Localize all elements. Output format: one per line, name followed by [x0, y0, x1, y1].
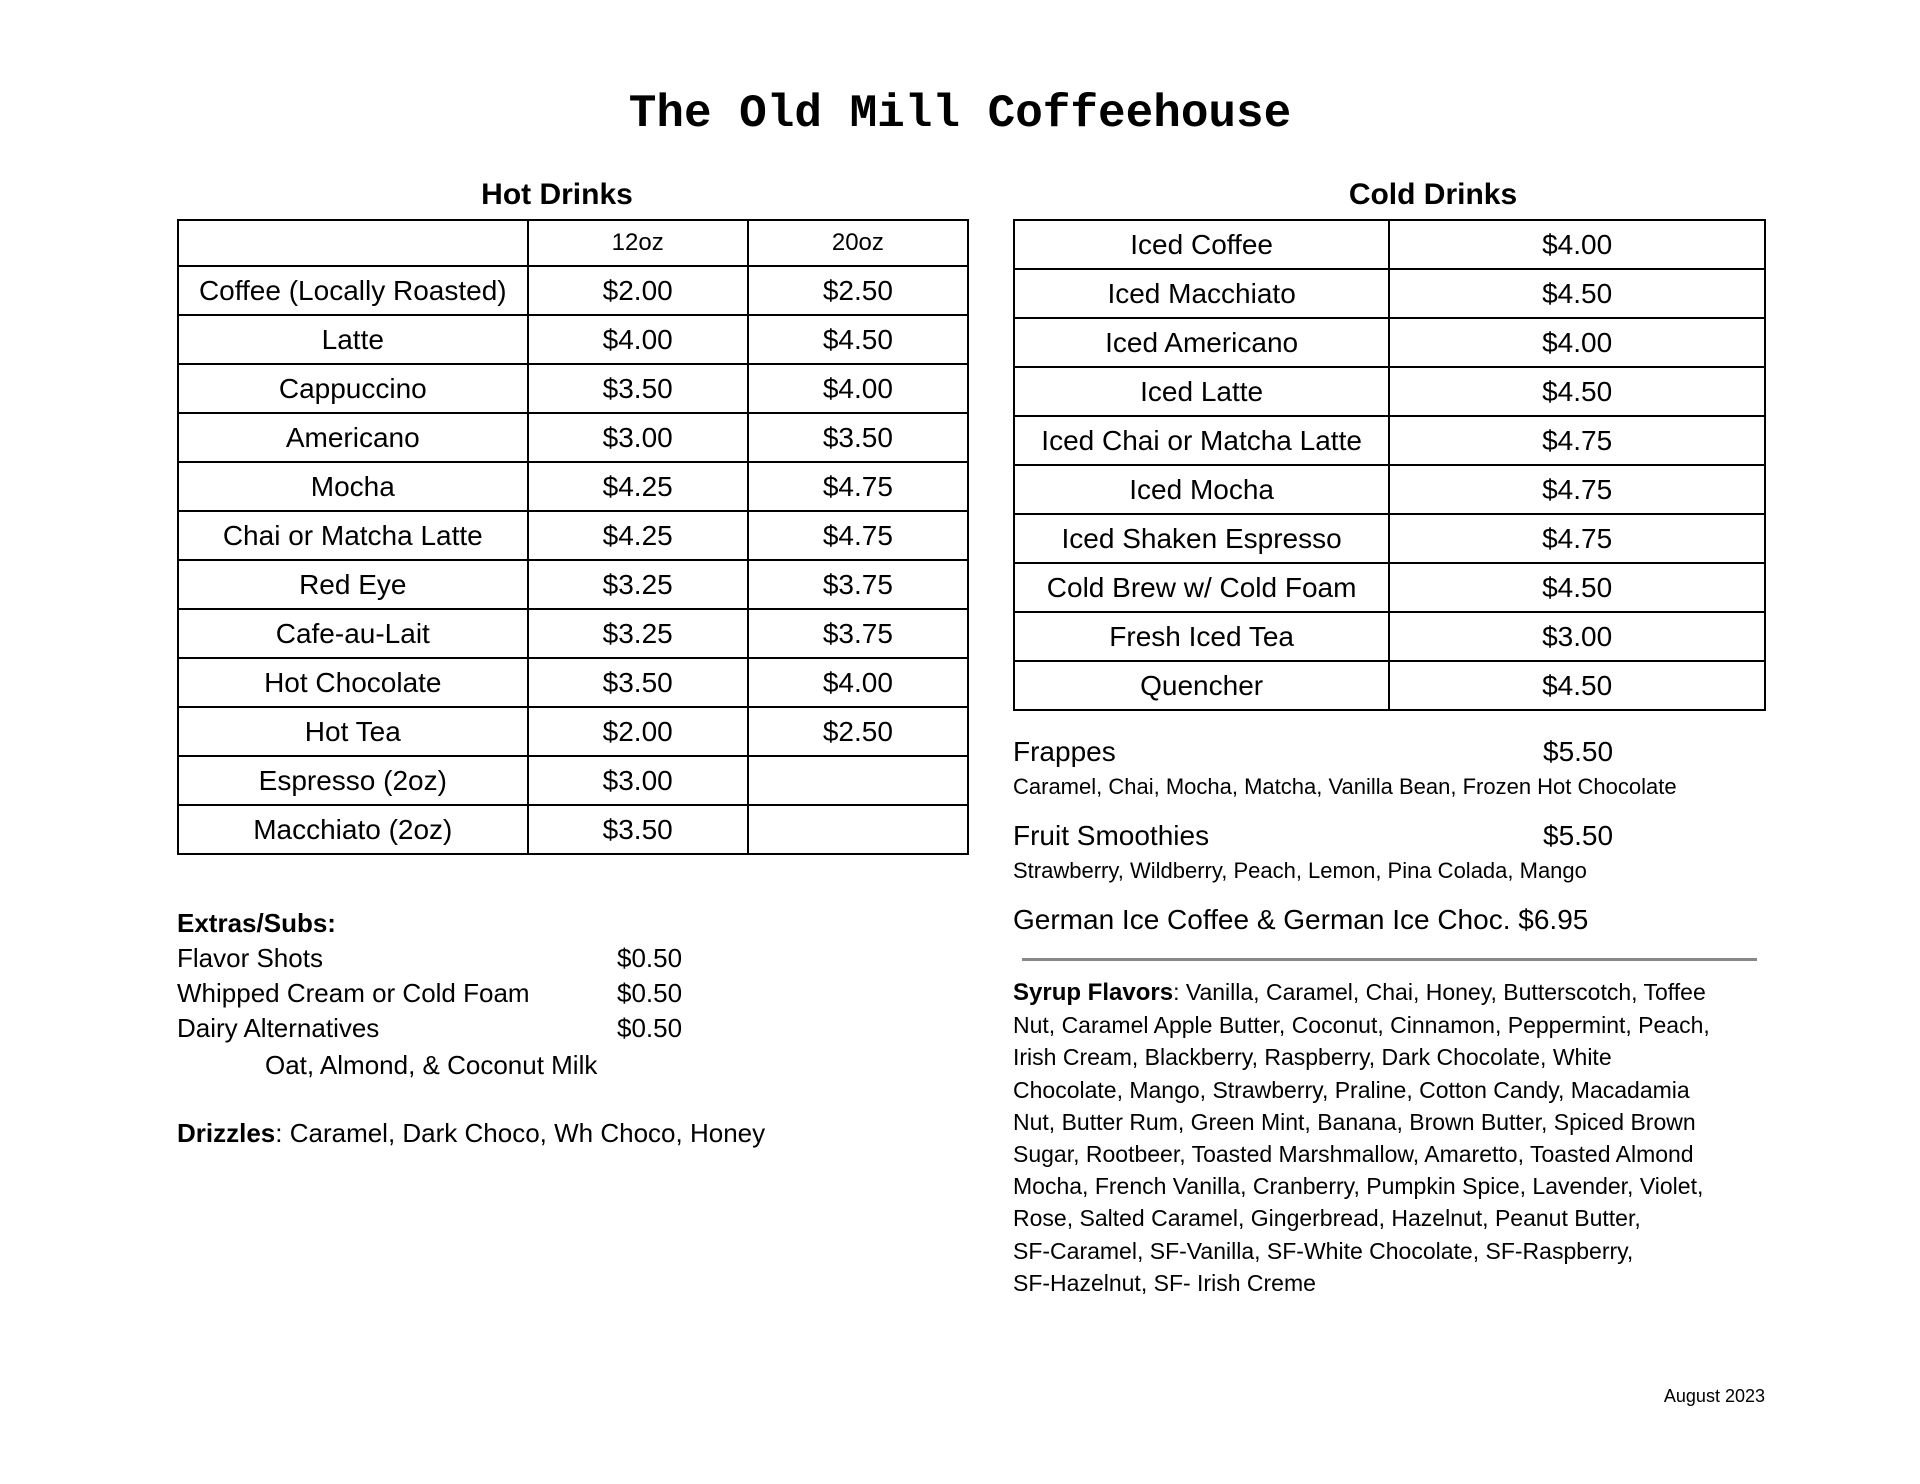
drink-name: Iced Americano [1014, 318, 1389, 367]
drink-price: $4.75 [748, 511, 968, 560]
size-header [178, 220, 528, 266]
smoothies-name: Fruit Smoothies [1013, 820, 1210, 851]
drink-name: Latte [178, 315, 528, 364]
syrup-line: SF-Caramel, SF-Vanilla, SF-White Chocolate, SF-Raspberry, [1013, 1237, 1634, 1264]
table-row [178, 266, 968, 315]
drink-price: $3.00 [528, 756, 748, 805]
table-row [1014, 220, 1765, 269]
syrup-line: Mocha, French Vanilla, Cranberry, Pumpkin Spice, Lavender, Violet, [1013, 1173, 1704, 1200]
frappes-name: Frappes [1013, 736, 1116, 767]
drizzles-label: Drizzles [177, 1118, 276, 1148]
extra-name: Dairy Alternatives [177, 1013, 380, 1043]
drizzles-text: : Caramel, Dark Choco, Wh Choco, Honey [275, 1118, 766, 1148]
hot-header-row [178, 220, 968, 266]
syrup-line: Rose, Salted Caramel, Gingerbread, Hazelnut, Peanut Butter, [1013, 1205, 1641, 1232]
syrup-line: SF-Hazelnut, SF- Irish Creme [1013, 1269, 1316, 1296]
extra-price: $0.50 [617, 978, 683, 1008]
extra-name: Flavor Shots [177, 943, 323, 973]
drink-price: $4.00 [748, 364, 968, 413]
drink-name: Iced Macchiato [1014, 269, 1389, 318]
table-row [178, 315, 968, 364]
drink-name: Macchiato (2oz) [178, 805, 528, 854]
drink-name: Mocha [178, 462, 528, 511]
drink-name: Red Eye [178, 560, 528, 609]
drink-price: $4.00 [528, 315, 748, 364]
drink-price: $3.50 [528, 805, 748, 854]
table-row [178, 756, 968, 805]
drink-price: $4.75 [748, 462, 968, 511]
drink-price: $4.25 [528, 511, 748, 560]
frappes-block [1013, 736, 1677, 800]
drink-price: $4.75 [1389, 416, 1765, 465]
syrup-line: Irish Cream, Blackberry, Raspberry, Dark Chocolate, White [1013, 1044, 1612, 1071]
frappes-price: $5.50 [1543, 736, 1614, 767]
table-row [1014, 465, 1765, 514]
drink-price: $3.00 [1389, 612, 1765, 661]
extra-item [177, 976, 957, 1011]
drink-price: $3.50 [528, 364, 748, 413]
table-row [1014, 318, 1765, 367]
table-row [178, 805, 968, 854]
table-row [178, 462, 968, 511]
extras-section [177, 906, 957, 1084]
table-row [178, 707, 968, 756]
syrup-line: Nut, Butter Rum, Green Mint, Banana, Brown Butter, Spiced Brown [1013, 1108, 1696, 1135]
table-row [178, 413, 968, 462]
table-row [178, 511, 968, 560]
syrup-line: Chocolate, Mango, Strawberry, Praline, Cotton Candy, Macadamia [1013, 1076, 1690, 1103]
menu-date: August 2023 [1663, 1386, 1765, 1406]
drink-price: $3.25 [528, 609, 748, 658]
drink-price: $2.50 [748, 707, 968, 756]
drink-price [748, 805, 968, 854]
drink-name: Cafe-au-Lait [178, 609, 528, 658]
table-row [1014, 514, 1765, 563]
drink-price: $4.00 [748, 658, 968, 707]
table-row [1014, 612, 1765, 661]
syrup-label: Syrup Flavors [1013, 979, 1174, 1006]
divider [1022, 958, 1757, 961]
drink-price: $4.75 [1389, 514, 1765, 563]
drizzles-line [177, 1118, 765, 1149]
cold-drinks-table [1013, 219, 1766, 711]
extra-item [177, 941, 957, 976]
drink-name: Espresso (2oz) [178, 756, 528, 805]
smoothies-price: $5.50 [1543, 820, 1614, 851]
table-row [178, 364, 968, 413]
drink-price: $4.00 [1389, 220, 1765, 269]
drink-name: Americano [178, 413, 528, 462]
drink-price: $4.00 [1389, 318, 1765, 367]
syrup-line: Sugar, Rootbeer, Toasted Marshmallow, Amaretto, Toasted Almond [1013, 1141, 1694, 1168]
drink-name: Hot Tea [178, 707, 528, 756]
drink-price: $2.00 [528, 707, 748, 756]
extra-name: Whipped Cream or Cold Foam [177, 978, 530, 1008]
cold-drinks-heading: Cold Drinks [1348, 178, 1518, 211]
drink-price: $2.50 [748, 266, 968, 315]
table-row [1014, 367, 1765, 416]
extra-price: $0.50 [617, 943, 683, 973]
drink-name: Quencher [1014, 661, 1389, 710]
drink-price [748, 756, 968, 805]
drink-price: $3.25 [528, 560, 748, 609]
smoothies-desc: Strawberry, Wildberry, Peach, Lemon, Pina Colada, Mango [1013, 858, 1587, 883]
frappes-desc: Caramel, Chai, Mocha, Matcha, Vanilla Bean, Frozen Hot Chocolate [1013, 774, 1677, 799]
drink-price: $3.75 [748, 609, 968, 658]
drink-name: Chai or Matcha Latte [178, 511, 528, 560]
extra-item [177, 1011, 957, 1046]
table-row [1014, 416, 1765, 465]
drink-price: $4.25 [528, 462, 748, 511]
extras-heading: Extras/Subs: [177, 908, 336, 938]
drink-price: $3.75 [748, 560, 968, 609]
table-row [1014, 269, 1765, 318]
german-block [1013, 904, 1588, 936]
drink-price: $4.50 [1389, 367, 1765, 416]
drink-name: Iced Latte [1014, 367, 1389, 416]
drink-name: Iced Mocha [1014, 465, 1389, 514]
dairy-note: Oat, Almond, & Coconut Milk [265, 1049, 598, 1080]
hot-drinks-heading: Hot Drinks [481, 178, 633, 211]
syrup-line: Nut, Caramel Apple Butter, Coconut, Cinnamon, Peppermint, Peach, [1013, 1012, 1710, 1039]
drink-price: $3.50 [528, 658, 748, 707]
syrup-flavors [1013, 976, 1773, 1299]
size-header: 12oz [528, 220, 748, 266]
german-name: German Ice Coffee & German Ice Choc. [1013, 904, 1511, 935]
size-header: 20oz [748, 220, 968, 266]
table-row [178, 609, 968, 658]
table-row [1014, 563, 1765, 612]
drink-name: Iced Chai or Matcha Latte [1014, 416, 1389, 465]
drink-price: $4.75 [1389, 465, 1765, 514]
drink-price: $4.50 [1389, 269, 1765, 318]
drink-price: $3.50 [748, 413, 968, 462]
page-title: The Old Mill Coffeehouse [628, 88, 1292, 140]
drink-price: $4.50 [748, 315, 968, 364]
hot-drinks-table [177, 219, 969, 855]
table-row [178, 658, 968, 707]
drink-name: Iced Shaken Espresso [1014, 514, 1389, 563]
drink-price: $4.50 [1389, 661, 1765, 710]
drink-name: Cappuccino [178, 364, 528, 413]
extra-price: $0.50 [617, 1013, 683, 1043]
drink-name: Fresh Iced Tea [1014, 612, 1389, 661]
table-row [1014, 661, 1765, 710]
table-row [178, 560, 968, 609]
syrup-line: : Vanilla, Caramel, Chai, Honey, Butterscotch, Toffee [1173, 979, 1706, 1005]
german-price: $6.95 [1518, 904, 1589, 935]
drink-price: $3.00 [528, 413, 748, 462]
drink-name: Coffee (Locally Roasted) [178, 266, 528, 315]
smoothies-block [1013, 820, 1613, 884]
drink-price: $4.50 [1389, 563, 1765, 612]
drink-name: Cold Brew w/ Cold Foam [1014, 563, 1389, 612]
drink-name: Hot Chocolate [178, 658, 528, 707]
drink-price: $2.00 [528, 266, 748, 315]
drink-name: Iced Coffee [1014, 220, 1389, 269]
